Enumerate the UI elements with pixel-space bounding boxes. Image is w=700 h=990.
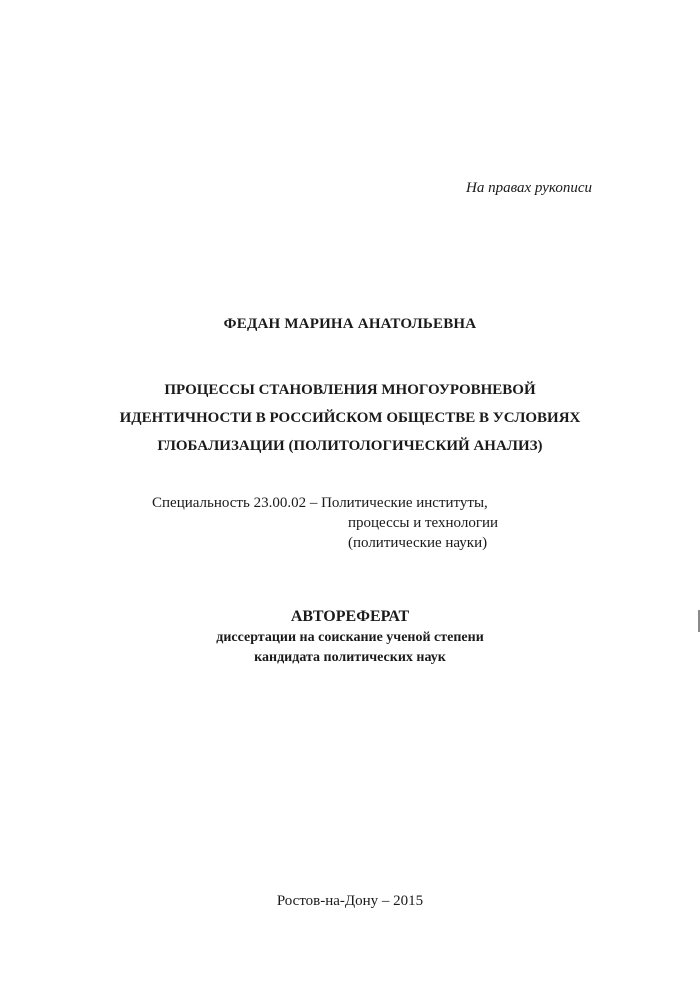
author-name: ФЕДАН МАРИНА АНАТОЛЬЕВНА: [223, 316, 477, 332]
specialty-line-2: процессы и технологии: [348, 515, 499, 531]
place-and-year: Ростов-на-Дону – 2015: [276, 893, 424, 909]
title-line: ИДЕНТИЧНОСТИ В РОССИЙСКОМ ОБЩЕСТВЕ В УСЛОВИЯХ: [119, 410, 581, 426]
abstract-subtitle: [0, 628, 700, 668]
specialty-line-1: Специальность 23.00.02 – Политические институты,: [152, 495, 488, 511]
abstract-subtitle-line: кандидата политических наук: [254, 650, 446, 665]
manuscript-note: На правах рукописи: [466, 180, 592, 196]
title-line: ГЛОБАЛИЗАЦИИ (ПОЛИТОЛОГИЧЕСКИЙ АНАЛИЗ): [157, 438, 543, 454]
title-line: ПРОЦЕССЫ СТАНОВЛЕНИЯ МНОГОУРОВНЕВОЙ: [164, 382, 536, 398]
specialty-line-3: (политические науки): [348, 535, 488, 551]
abstract-subtitle-line: диссертации на соискание ученой степени: [216, 630, 484, 645]
dissertation-title: [0, 376, 700, 460]
abstract-heading: АВТОРЕФЕРАТ: [290, 608, 410, 625]
